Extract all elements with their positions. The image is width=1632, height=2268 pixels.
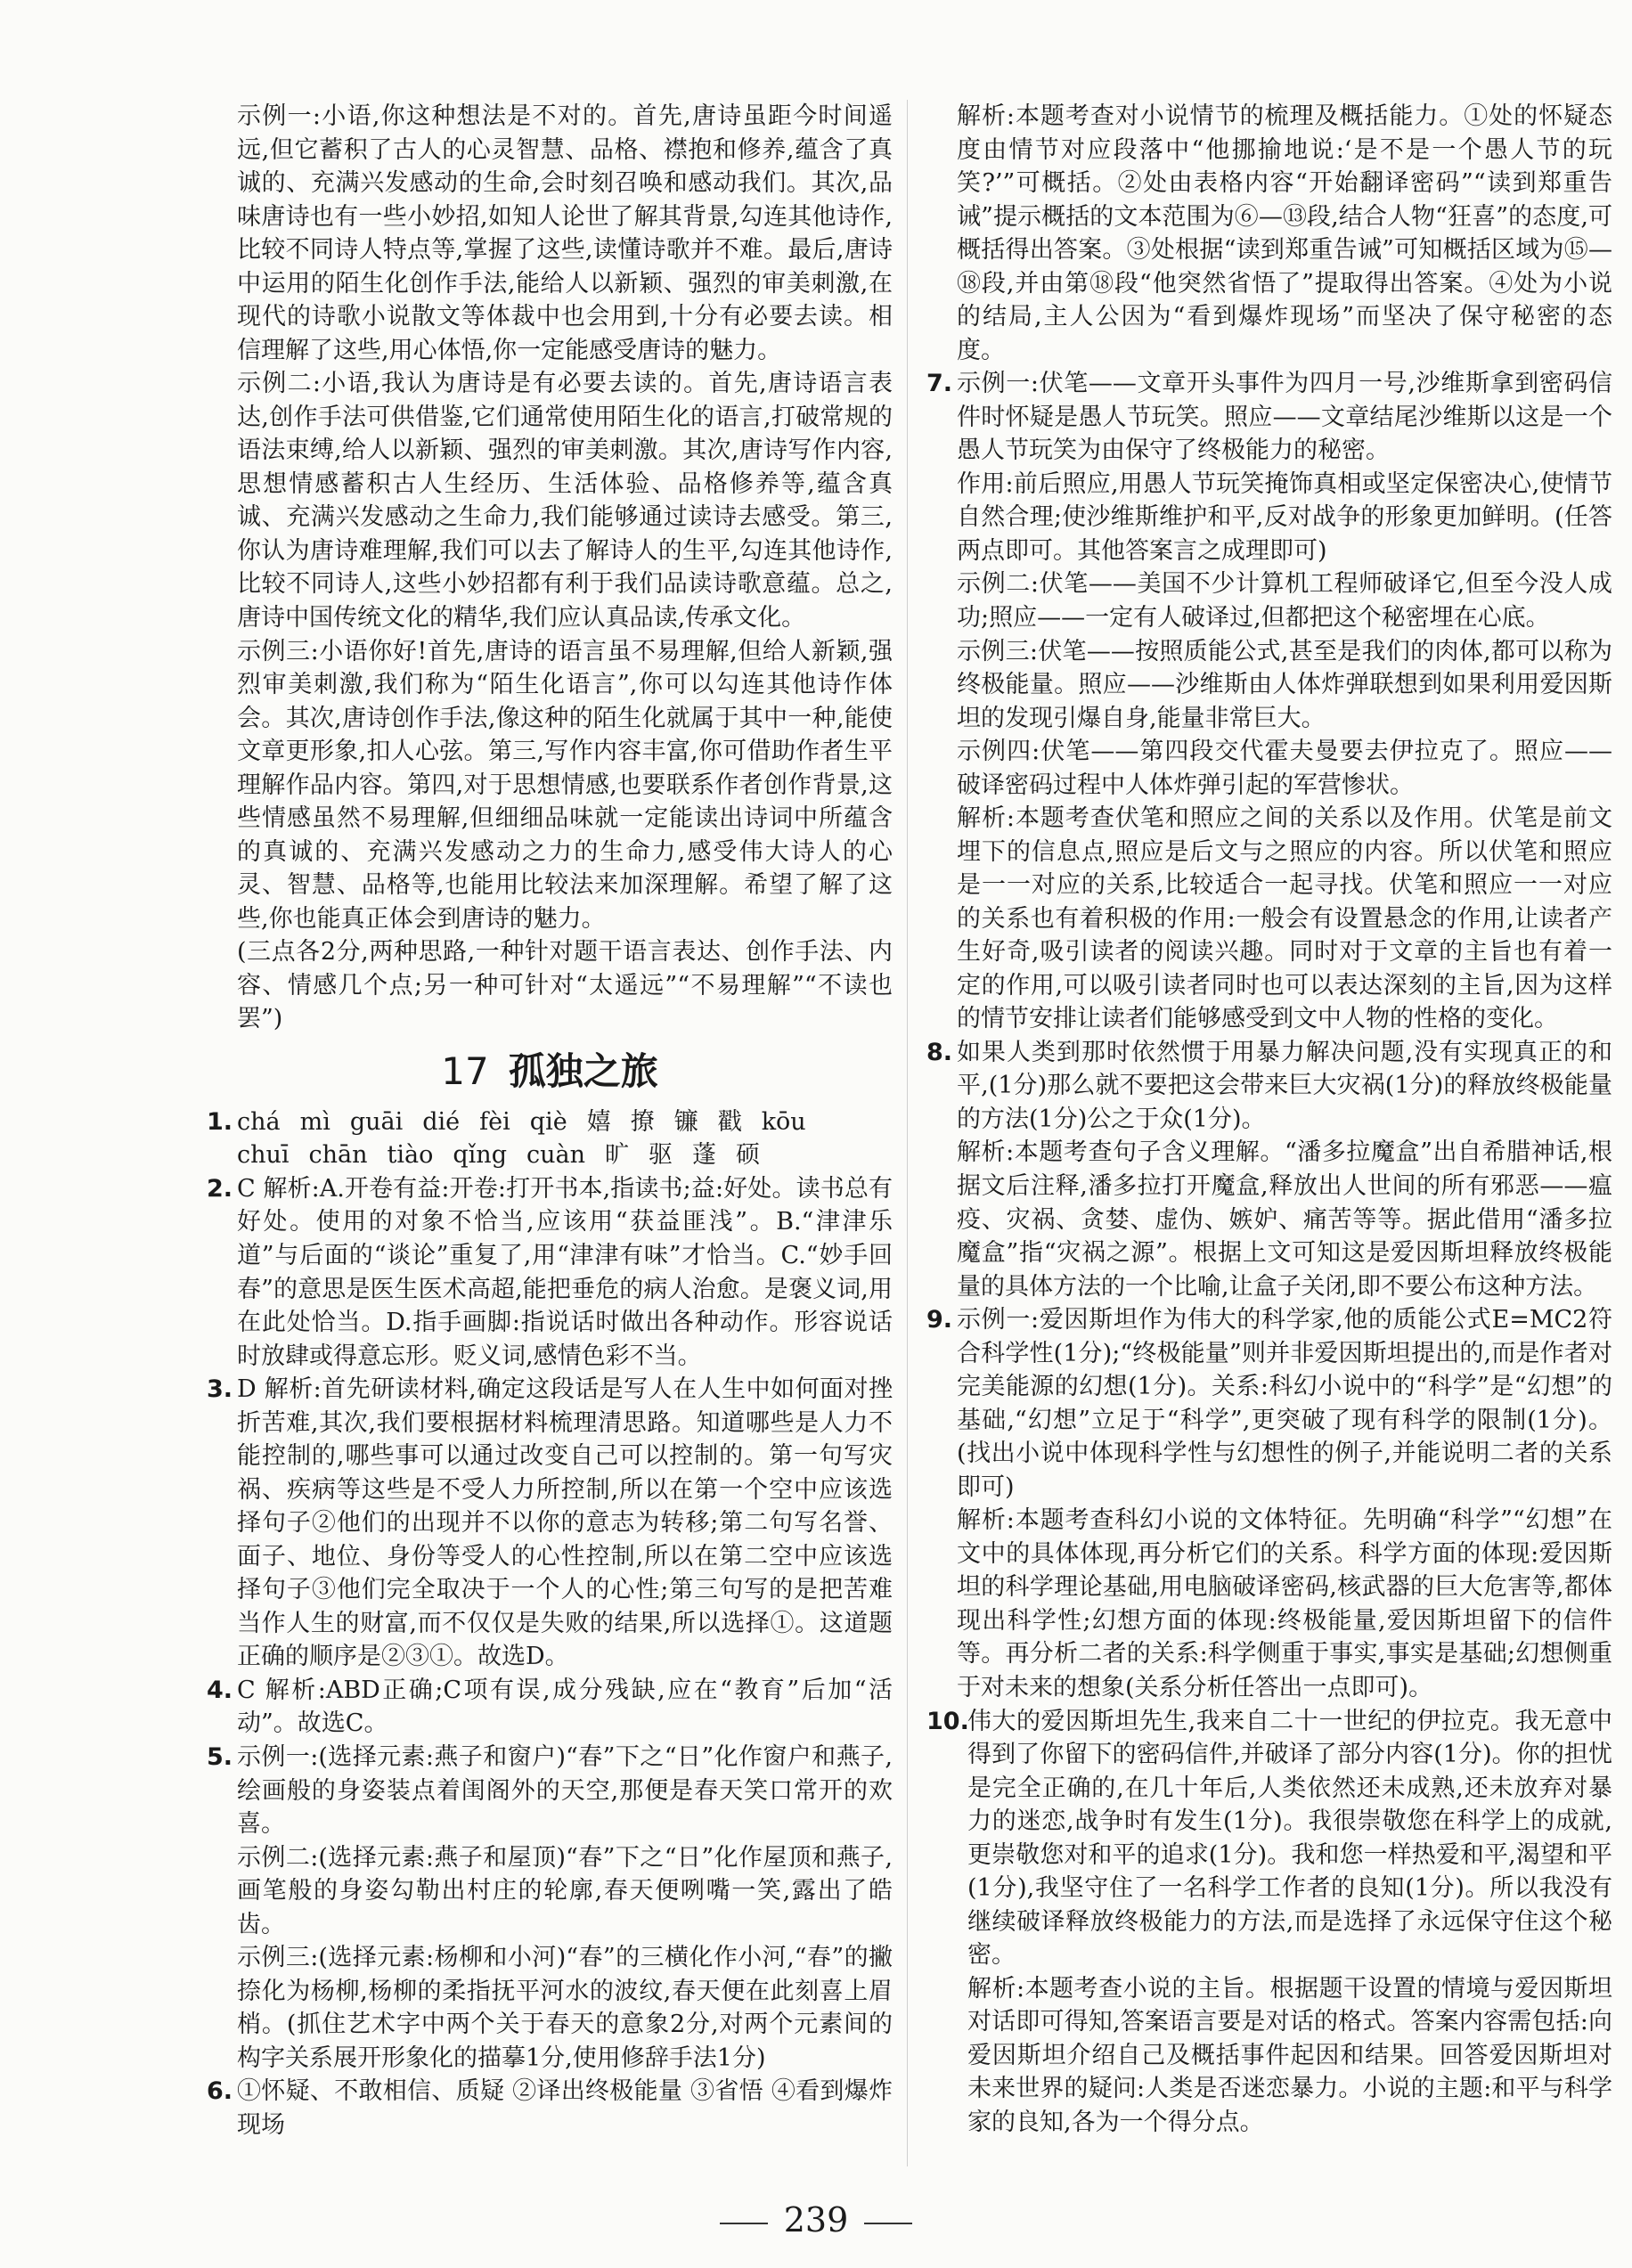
pinyin-item: qiè [529, 1107, 567, 1136]
q9-answer: 示例一:爱因斯坦作为伟大的科学家,他的质能公式E=MC2符合科学性(1分);“终极能量”则并非爱因斯坦提出的,而是作者对完美能源的幻想(1分)。关系:科幻小说中的“科学”是“幻想”的基础,“幻想”立足于“科学”,更突破了现有科学的限制(1分)。(找出小说中体现科学性与幻想性的例子,并能说明二者的关系即可) [957, 1306, 1612, 1501]
pinyin-item: qǐng [453, 1141, 507, 1170]
column-divider [907, 100, 908, 2166]
answer-q8 [926, 1036, 1612, 1303]
pinyin-item: 旷 [604, 1141, 629, 1170]
q7-para: 作用:前后照应,用愚人节玩笑掩饰真相或坚定保密决心,使情节自然合理;使沙维斯维护和平,反对战争的形象更加鲜明。(任答两点即可。其他答案言之成理即可) [957, 469, 1612, 565]
q9-number: 9. [926, 1306, 953, 1334]
pinyin-item: mì [299, 1107, 330, 1136]
q3-text: D 解析:首先研读材料,确定这段话是写人在人生中如何面对挫折苦难,其次,我们要根据材料梳理清思路。知道哪些是人力不能控制的,哪些事可以通过改变自己可以控制的。第一句写灾祸、疾病等这些是不受人力所控制,所以在第一个空中应该选择句子②他们的出现并不以你的意志为转移;第二句写名誉、面子、地位、身份等受人的心性控制,所以在第二空中应该选择句子③他们完全取决于一个人的心性;第三句写的是把苦难当作人生的财富,而不仅仅是失败的结果,所以选择①。这道题正确的顺序是②③①。故选D。 [237, 1375, 893, 1671]
pinyin-item: 戳 [717, 1107, 742, 1136]
answer-q7 [926, 367, 1612, 1036]
pinyin-item: 镰 [673, 1107, 698, 1136]
page-number-dash [864, 2223, 912, 2224]
q5-number: 5. [207, 1742, 233, 1771]
q7-number: 7. [926, 370, 953, 398]
pinyin-row-2 [237, 1138, 893, 1172]
q8-answer: 如果人类到那时依然惯于用暴力解决问题,没有实现真正的和平,(1分)那么就不要把这会带来巨大灾祸(1分)的释放终极能量的方法(1分)公之于众(1分)。 [957, 1038, 1612, 1133]
q7-para: 示例二:伏笔——美国不少计算机工程师破译它,但至今没人成功;照应——一定有人破译过,但都把这个秘密埋在心底。 [957, 570, 1612, 632]
q16-example-3: 示例三:小语你好!首先,唐诗的语言虽不易理解,但给人新颖,强烈审美刺激,我们称为“陌生化语言”,你可以勾连其他诗作体会。其次,唐诗创作手法,像这种的陌生化就属于其中一种,能使文章更形象,扣人心弦。第三,写作内容丰富,你可借助作者生平理解作品内容。第四,对于思想情感,也要联系作者创作背景,这些情感虽然不易理解,但细细品味就一定能读出诗词中所蕴含的真诚的、充满兴发感动之力的生命力,感受伟大诗人的心灵、智慧、品格等,也能用比较法来加深理解。希望了解了这些,你也能真正体会到唐诗的魅力。 [237, 637, 893, 933]
lesson-title: 孤独之旅 [508, 1048, 658, 1093]
answer-q6 [207, 2075, 893, 2142]
q16-example-2: 示例二:小语,我认为唐诗是有必要去读的。首先,唐诗语言表达,创作手法可供借鉴,它们通常使用陌生化的语言,打破常规的语法束缚,给人以新颖、强烈的审美刺激。其次,唐诗写作内容,思想情感蓄积古人生经历、生活体验、品格修养等,蕴含真诚、充满兴发感动之生命力,我们能够通过读诗去感受。第三,你认为唐诗难理解,我们可以去了解诗人的生平,勾连其他诗作,比较不同诗人,这些小妙招都有利于我们品读诗歌意蕴。总之,唐诗中国传统文化的精华,我们应认真品读,传承文化。 [237, 370, 893, 632]
page-number-dash [720, 2223, 768, 2224]
answer-q5 [207, 1741, 893, 2075]
q10-analysis: 解析:本题考查小说的主旨。根据题干设置的情境与爱因斯坦对话即可得知,答案语言要是对话的格式。答案内容需包括:向爱因斯坦介绍自己及概括事件起因和结果。回答爱因斯坦对未来世界的疑问:人类是否迷恋暴力。小说的主题:和平与科学家的良知,各为一个得分点。 [967, 1974, 1612, 2136]
q7-analysis: 解析:本题考查伏笔和照应之间的关系以及作用。伏笔是前文埋下的信息点,照应是后文与之照应的内容。所以伏笔和照应是一一对应的关系,比较适合一起寻找。伏笔和照应一一对应的关系也有着积极的作用:一般会有设置悬念的作用,让读者产生好奇,吸引读者的阅读兴趣。同时对于文章的主旨也有着一定的作用,可以吸引读者同时也可以表达深刻的主旨,因为这样的情节安排让读者们能够感受到文中人物的性格的变化。 [957, 804, 1612, 1033]
answer-q10 [926, 1705, 1612, 2140]
pinyin-item: dié [422, 1107, 461, 1136]
q5-example-2: 示例二:(选择元素:燕子和屋顶)“春”下之“日”化作屋顶和燕子,画笔般的身姿勾勒出村庄的轮廓,春天便咧嘴一笑,露出了皓齿。 [237, 1843, 893, 1938]
pinyin-item: kōu [761, 1107, 806, 1136]
pinyin-item: chuī [237, 1141, 290, 1170]
pinyin-item: 驱 [648, 1141, 673, 1170]
answer-q2 [207, 1172, 893, 1373]
pinyin-item: tiào [387, 1141, 434, 1170]
pinyin-item: 蓬 [691, 1141, 716, 1170]
pinyin-item: guāi [349, 1107, 404, 1136]
q10-answer: 伟大的爱因斯坦先生,我来自二十一世纪的伊拉克。我无意中得到了你留下的密码信件,并破译了部分内容(1分)。你的担忧是完全正确的,在几十年后,人类依然还未成熟,还未放弃对暴力的迷恋,战争时有发生(1分)。我很崇敬您在科学上的成就,更崇敬您对和平的追求(1分)。我和您一样热爱和平,渴望和平(1分),我坚守住了一名科学工作者的良知(1分)。所以我没有继续破译释放终极能力的方法,而是选择了永远保守住这个秘密。 [967, 1707, 1612, 1970]
q5-example-1: 示例一:(选择元素:燕子和窗户)“春”下之“日”化作窗户和燕子,绘画般的身姿装点着闺阁外的天空,那便是春天笑口常开的欢喜。 [237, 1742, 893, 1839]
q6-text: ①怀疑、不敢相信、质疑 ②译出终极能量 ③省悟 ④看到爆炸现场 [237, 2077, 893, 2139]
q9-analysis: 解析:本题考查科幻小说的文体特征。先明确“科学”“幻想”在文中的具体体现,再分析它们的关系。科学方面的体现:爱因斯坦的科学理论基础,用电脑破译密码,核武器的巨大危害等,都体现出科学性;幻想方面的体现:终极能量,爱因斯坦留下的信件等。再分析二者的关系:科学侧重于事实,事实是基础;幻想侧重于对未来的想象(关系分析任答出一点即可)。 [957, 1506, 1612, 1701]
lesson-number: 17 [441, 1048, 489, 1093]
q8-number: 8. [926, 1038, 953, 1066]
pinyin-item: cuàn [526, 1141, 585, 1170]
page-number-value: 239 [783, 2200, 849, 2239]
q16-scoring-note: (三点各2分,两种思路,一种针对题干语言表达、创作手法、内容、情感几个点;另一种可针对“太遥远”“不易理解”“不读也罢”) [237, 938, 893, 1033]
q2-text: C 解析:A.开卷有益:开卷:打开书本,指读书;益:好处。读书总有好处。使用的对象不恰当,应该用“获益匪浅”。B.“津津乐道”与后面的“谈论”重复了,用“津津有味”才恰当。C.“妙手回春”的意思是医生医术高超,能把垂危的病人治愈。是褒义词,用在此处恰当。D.指手画脚:指说话时做出各种动作。形容说话时放肆或得意忘形。贬义词,感情色彩不当。 [237, 1174, 893, 1370]
q10-number: 10. [926, 1707, 969, 1735]
pinyin-item: 硕 [735, 1141, 760, 1170]
answer-q9 [926, 1303, 1612, 1704]
answer-q3 [207, 1373, 893, 1674]
q8-analysis: 解析:本题考查句子含义理解。“潘多拉魔盒”出自希腊神话,根据文后注释,潘多拉打开魔盒,释放出人世间的所有邪恶——瘟疫、灾祸、贪婪、虚伪、嫉妒、痛苦等等。据此借用“潘多拉魔盒”指“灾祸之源”。根据上文可知这是爱因斯坦释放终极能量的具体方法的一个比喻,让盒子关闭,即不要公布这种方法。 [957, 1138, 1612, 1301]
q7-para: 示例三:伏笔——按照质能公式,甚至是我们的肉体,都可以称为终极能量。照应——沙维斯由人体炸弹联想到如果利用爱因斯坦的发现引爆自身,能量非常巨大。 [957, 637, 1612, 732]
q7-para: 示例四:伏笔——第四段交代霍夫曼要去伊拉克了。照应——破译密码过程中人体炸弹引起的军营惨状。 [957, 738, 1612, 799]
q2-number: 2. [207, 1174, 233, 1203]
q4-number: 4. [207, 1676, 233, 1704]
answer-q1 [207, 1105, 893, 1172]
pinyin-item: chá [237, 1107, 281, 1136]
pinyin-item: chān [308, 1141, 368, 1170]
lesson-heading [207, 1040, 893, 1104]
q5-example-3: 示例三:(选择元素:杨柳和小河)“春”的三横化作小河,“春”的撇捺化为杨柳,杨柳的柔指抚平河水的波纹,春天便在此刻喜上眉梢。(抓住艺术字中两个关于春天的意象2分,对两个元素间的构字关系展开形象化的描摹1分,使用修辞手法1分) [237, 1944, 893, 2072]
pinyin-item: 嬉 [586, 1107, 611, 1136]
right-column [926, 100, 1612, 2139]
q16-example-1: 示例一:小语,你这种想法是不对的。首先,唐诗虽距今时间遥远,但它蓄积了古人的心灵智慧、品格、襟抱和修养,蕴含了真诚的、充满兴发感动的生命,会时刻召唤和感动我们。其次,品味唐诗也有一些小妙招,如知人论世了解其背景,勾连其他诗作,比较不同诗人特点等,掌握了这些,读懂诗歌并不难。最后,唐诗中运用的陌生化创作手法,能给人以新颖、强烈的审美刺激,在现代的诗歌小说散文等体裁中也会用到,十分有必要去读。相信理解了这些,用心体悟,你一定能感受唐诗的魅力。 [237, 102, 893, 364]
q3-number: 3. [207, 1375, 233, 1404]
left-column [207, 100, 893, 2142]
q4-text: C 解析:ABD正确;C项有误,成分残缺,应在“教育”后加“活动”。故选C。 [237, 1676, 893, 1738]
q1-number: 1. [207, 1107, 233, 1136]
page-number [0, 2200, 1632, 2239]
pinyin-item: 撩 [630, 1107, 655, 1136]
q6-analysis: 解析:本题考查对小说情节的梳理及概括能力。①处的怀疑态度由情节对应段落中“他挪揄地说:‘是不是一个愚人节的玩笑?’”可概括。②处由表格内容“开始翻译密码”“读到郑重告诫”提示概括的文本范围为⑥—⑬段,结合人物“狂喜”的态度,可概括得出答案。③处根据“读到郑重告诫”可知概括区域为⑮—⑱段,并由第⑱段“他突然省悟了”提取得出答案。④处为小说的结局,主人公因为“看到爆炸现场”而坚决了保守秘密的态度。 [957, 102, 1612, 364]
pinyin-row-1 [237, 1105, 893, 1139]
q6-number: 6. [207, 2077, 233, 2106]
pinyin-item: fèi [479, 1107, 510, 1136]
answer-q4 [207, 1674, 893, 1741]
q7-para: 示例一:伏笔——文章开头事件为四月一号,沙维斯拿到密码信件时怀疑是愚人节玩笑。照应——文章结尾沙维斯以这是一个愚人节玩笑为由保守了终极能力的秘密。 [957, 370, 1612, 465]
